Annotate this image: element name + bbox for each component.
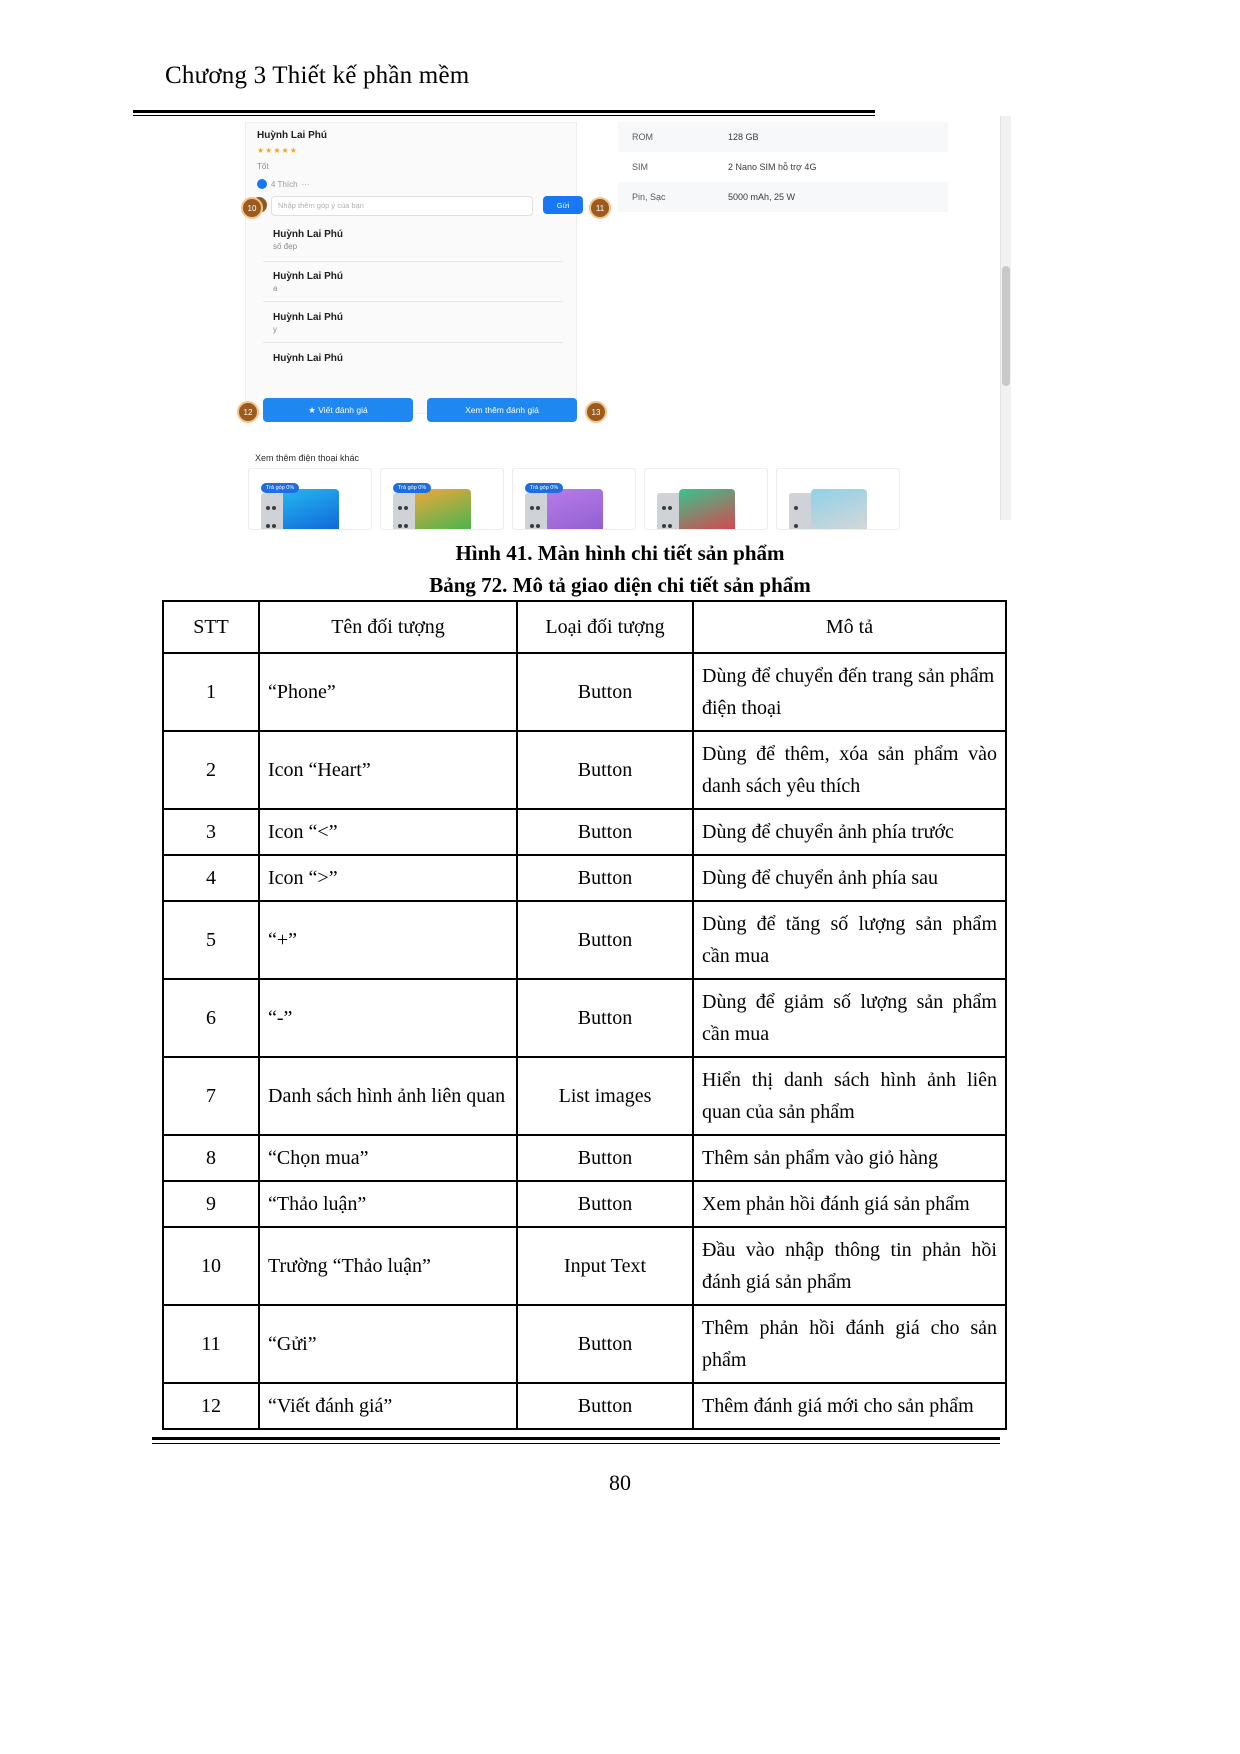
spec-row [618, 152, 948, 182]
more-options-icon[interactable]: ··· [301, 179, 310, 189]
cell-name: “Chọn mua” [259, 1135, 517, 1181]
cell-type: Button [517, 1383, 693, 1429]
camera-dots-icon [265, 498, 277, 530]
rating-stars: ★★★★★ [257, 146, 298, 155]
like-count-label: 4 Thích [271, 179, 298, 189]
table-row [163, 901, 1006, 979]
callout-badge-10: 10 [241, 197, 263, 219]
cell-name: Icon “Heart” [259, 731, 517, 809]
phone-front-icon [547, 489, 603, 530]
cell-desc: Thêm đánh giá mới cho sản phẩm [693, 1383, 1006, 1429]
spec-value: 128 GB [728, 132, 759, 142]
cell-name: Trường “Thảo luận” [259, 1227, 517, 1305]
cell-type: Button [517, 1181, 693, 1227]
table-header-row [163, 601, 1006, 653]
comment-input[interactable] [271, 196, 533, 216]
phone-front-icon [679, 489, 735, 530]
comment-divider-2 [263, 301, 563, 302]
comment-author-1: Huỳnh Lai Phú [273, 229, 343, 240]
cell-type: Button [517, 1135, 693, 1181]
callout-badge-13: 13 [585, 401, 607, 423]
comment-placeholder: Nhập thêm góp ý của bạn [278, 201, 364, 210]
scrollbar-thumb[interactable] [1002, 266, 1010, 386]
related-card[interactable] [512, 468, 636, 530]
cell-desc: Thêm phản hồi đánh giá cho sản phẩm [693, 1305, 1006, 1383]
spec-row [618, 182, 948, 212]
phone-front-icon [283, 489, 339, 530]
cell-name: Danh sách hình ảnh liên quan [259, 1057, 517, 1135]
review-text: Tốt [257, 162, 269, 171]
header-type: Loại đối tượng [517, 601, 693, 653]
comment-text-3: y [273, 325, 277, 334]
header-stt: STT [163, 601, 259, 653]
cell-desc: Dùng để tăng số lượng sản phẩm cần mua [693, 901, 1006, 979]
cell-name: “Phone” [259, 653, 517, 731]
spec-row [618, 122, 948, 152]
write-review-button[interactable]: ★ Viết đánh giá [263, 398, 413, 422]
cell-type: Button [517, 653, 693, 731]
table-row [163, 1305, 1006, 1383]
footer-rule-thin [152, 1443, 1000, 1444]
cell-desc: Thêm sản phẩm vào giỏ hàng [693, 1135, 1006, 1181]
cell-name: Icon “<” [259, 809, 517, 855]
cell-desc: Xem phản hồi đánh giá sản phẩm [693, 1181, 1006, 1227]
comment-author-3: Huỳnh Lai Phú [273, 312, 343, 323]
cell-stt: 9 [163, 1181, 259, 1227]
cell-stt: 11 [163, 1305, 259, 1383]
like-row[interactable] [257, 179, 310, 189]
table-row [163, 855, 1006, 901]
spec-value: 5000 mAh, 25 W [728, 192, 796, 202]
app-screenshot [133, 116, 1013, 533]
cell-desc: Dùng để chuyển ảnh phía trước [693, 809, 1006, 855]
table-row [163, 1383, 1006, 1429]
cell-desc: Dùng để thêm, xóa sản phẩm vào danh sách yêu thích [693, 731, 1006, 809]
cell-stt: 4 [163, 855, 259, 901]
comment-author-4: Huỳnh Lai Phú [273, 353, 343, 364]
page-number: 80 [609, 1470, 631, 1495]
cell-desc: Đầu vào nhập thông tin phản hồi đánh giá sản phẩm [693, 1227, 1006, 1305]
cell-name: Icon “>” [259, 855, 517, 901]
cell-stt: 12 [163, 1383, 259, 1429]
related-card[interactable] [380, 468, 504, 530]
figure-screenshot [133, 116, 1013, 533]
more-reviews-button[interactable]: Xem thêm đánh giá [427, 398, 577, 422]
cell-name: “Gửi” [259, 1305, 517, 1383]
cell-stt: 3 [163, 809, 259, 855]
table-row [163, 809, 1006, 855]
cell-desc: Hiển thị danh sách hình ảnh liên quan của sản phẩm [693, 1057, 1006, 1135]
cell-stt: 7 [163, 1057, 259, 1135]
table-row [163, 1227, 1006, 1305]
related-card[interactable] [644, 468, 768, 530]
spec-key: Pin, Sạc [632, 192, 666, 202]
cell-type: Button [517, 1305, 693, 1383]
callout-badge-11: 11 [589, 197, 611, 219]
cell-type: Button [517, 731, 693, 809]
review-panel [245, 122, 577, 414]
reviewer-name: Huỳnh Lai Phú [257, 130, 327, 141]
cell-type: Button [517, 855, 693, 901]
cell-stt: 5 [163, 901, 259, 979]
related-strip[interactable] [248, 468, 928, 530]
cell-type: Button [517, 809, 693, 855]
spec-value: 2 Nano SIM hỗ trợ 4G [728, 162, 817, 172]
promo-tag: Trả góp 0% [261, 483, 299, 493]
table-caption: Bảng 72. Mô tả giao diện chi tiết sản phẩm [429, 573, 811, 597]
cell-type: List images [517, 1057, 693, 1135]
running-header: Chương 3 Thiết kế phần mềm [165, 62, 470, 89]
cell-name: “Thảo luận” [259, 1181, 517, 1227]
cell-desc: Dùng để giảm số lượng sản phẩm cần mua [693, 979, 1006, 1057]
camera-dots-icon [529, 498, 541, 530]
figure-caption: Hình 41. Màn hình chi tiết sản phẩm [455, 541, 785, 565]
cell-type: Input Text [517, 1227, 693, 1305]
comment-divider-1 [263, 261, 563, 262]
cell-name: “Viết đánh giá” [259, 1383, 517, 1429]
related-heading: Xem thêm điện thoại khác [255, 453, 360, 463]
camera-dots-icon [793, 498, 799, 530]
callout-badge-12: 12 [237, 401, 259, 423]
interface-description-table [162, 600, 1007, 1430]
table-row [163, 731, 1006, 809]
promo-tag: Trả góp 0% [525, 483, 563, 493]
cell-stt: 2 [163, 731, 259, 809]
camera-dots-icon [397, 498, 409, 530]
header-name: Tên đối tượng [259, 601, 517, 653]
cell-type: Button [517, 979, 693, 1057]
footer-rule [152, 1437, 1000, 1440]
comment-author-2: Huỳnh Lai Phú [273, 271, 343, 282]
thumbs-up-icon [257, 179, 267, 189]
cell-stt: 6 [163, 979, 259, 1057]
table-row [163, 979, 1006, 1057]
table-row [163, 1057, 1006, 1135]
phone-front-icon [811, 489, 867, 530]
phone-front-icon [415, 489, 471, 530]
header-rule [133, 110, 875, 113]
comment-text-2: a [273, 284, 278, 293]
cell-stt: 10 [163, 1227, 259, 1305]
related-card[interactable] [776, 468, 900, 530]
cell-desc: Dùng để chuyển đến trang sản phẩm điện thoại [693, 653, 1006, 731]
cell-name: “-” [259, 979, 517, 1057]
cell-stt: 8 [163, 1135, 259, 1181]
table-row [163, 1135, 1006, 1181]
cell-name: “+” [259, 901, 517, 979]
comment-text-1: số đẹp [273, 242, 298, 251]
cell-desc: Dùng để chuyển ảnh phía sau [693, 855, 1006, 901]
table-row [163, 1181, 1006, 1227]
related-card[interactable] [248, 468, 372, 530]
send-button[interactable]: Gửi [543, 196, 583, 214]
camera-dots-icon [661, 498, 673, 530]
cell-stt: 1 [163, 653, 259, 731]
spec-table [618, 122, 948, 212]
cell-type: Button [517, 901, 693, 979]
comment-divider-3 [263, 342, 563, 343]
spec-key: SIM [632, 162, 649, 172]
spec-key: ROM [632, 132, 653, 142]
header-desc: Mô tả [693, 601, 1006, 653]
table-row [163, 653, 1006, 731]
promo-tag: Trả góp 0% [393, 483, 431, 493]
